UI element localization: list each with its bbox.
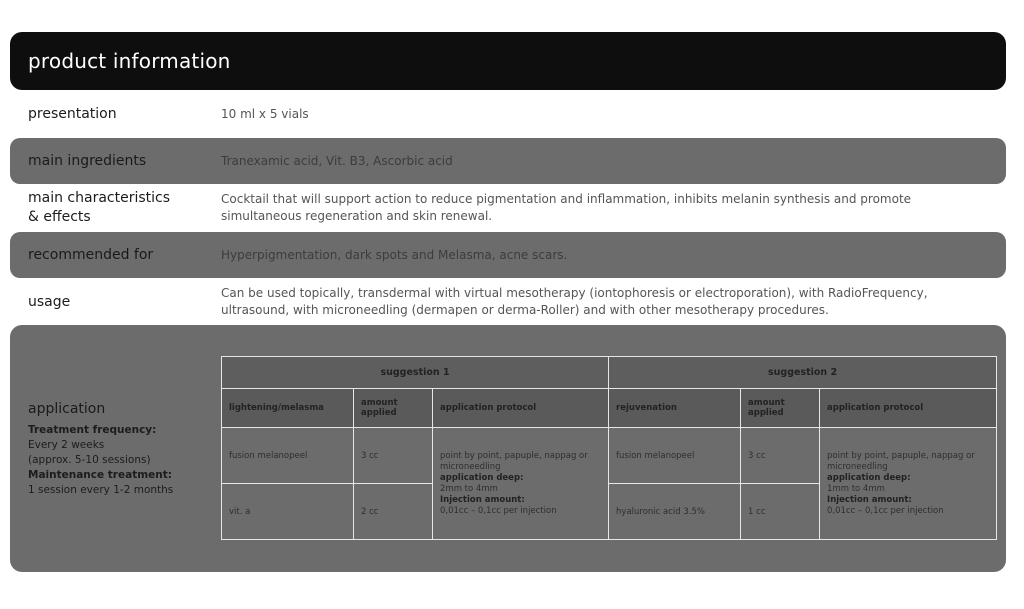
s1-col-category: lightening/melasma <box>222 389 354 428</box>
ingredients-label: main ingredients <box>28 153 147 169</box>
s2-col-amount: amount applied <box>741 389 820 428</box>
s1-amount-cell: 2 cc <box>354 484 433 540</box>
s2-protocol-method: point by point, papuple, nappag or microneedling <box>827 450 975 472</box>
application-title: application <box>28 401 106 417</box>
s2-deep-label: application deep: <box>827 472 911 483</box>
s2-protocol-cell <box>820 428 997 540</box>
treatment-frequency-line1: Every 2 weeks <box>28 439 105 451</box>
suggestion-1-header: suggestion 1 <box>222 357 609 389</box>
s1-injection-value: 0,01cc – 0,1cc per injection <box>440 505 557 516</box>
presentation-value: 10 ml x 5 vials <box>221 107 309 121</box>
s1-deep-label: application deep: <box>440 472 524 483</box>
page-title: product information <box>28 49 231 73</box>
characteristics-label-line2: & effects <box>28 209 91 225</box>
s2-product-cell: hyaluronic acid 3.5% <box>609 484 741 540</box>
s1-col-amount: amount applied <box>354 389 433 428</box>
row-characteristics <box>10 185 1006 231</box>
usage-label: usage <box>28 294 71 310</box>
row-recommended-for <box>10 232 1006 278</box>
s2-col-category: rejuvenation <box>609 389 741 428</box>
treatment-frequency-line2: (approx. 5-10 sessions) <box>28 454 151 466</box>
s2-col-protocol: application protocol <box>820 389 997 428</box>
characteristics-label-line1: main characteristics <box>28 190 171 206</box>
row-usage <box>10 279 1006 324</box>
s2-amount-cell: 1 cc <box>741 484 820 540</box>
treatment-frequency-label: Treatment frequency: <box>28 424 157 436</box>
characteristics-value: Cocktail that will support action to reduce pigmentation and inflammation, inhibits melanin synthesis and promote simultaneous regeneration and skin renewal. <box>221 192 912 223</box>
s1-amount-cell: 3 cc <box>354 428 433 484</box>
page-header <box>10 32 1006 90</box>
recommended-label: recommended for <box>28 247 154 263</box>
s1-col-protocol: application protocol <box>433 389 609 428</box>
application-section <box>10 325 1006 572</box>
s2-injection-value: 0,01cc – 0,1cc per injection <box>827 505 944 516</box>
s1-protocol-cell <box>433 428 609 540</box>
s1-protocol-method: point by point, papuple, nappag or microneedling <box>440 450 588 472</box>
row-main-ingredients <box>10 138 1006 184</box>
maintenance-value: 1 session every 1-2 months <box>28 484 174 496</box>
application-notes <box>28 423 173 498</box>
ingredients-value: Tranexamic acid, Vit. B3, Ascorbic acid <box>221 154 453 168</box>
s1-injection-label: Injection amount: <box>440 494 525 505</box>
row-presentation <box>10 92 1006 137</box>
s2-deep-value: 1mm to 4mm <box>827 483 885 494</box>
s2-injection-label: Injection amount: <box>827 494 912 505</box>
maintenance-label: Maintenance treatment: <box>28 469 172 481</box>
s1-deep-value: 2mm to 4mm <box>440 483 498 494</box>
usage-value: Can be used topically, transdermal with virtual mesotherapy (iontophoresis or electroporation), with RadioFrequency, ultrasound, with microneedling (dermapen or derma-Roller) and with other mesotherapy procedures. <box>221 286 928 317</box>
table-header-row <box>222 357 997 389</box>
s1-product-cell: vit. a <box>222 484 354 540</box>
s1-product-cell: fusion melanopeel <box>222 428 354 484</box>
recommended-value: Hyperpigmentation, dark spots and Melasma, acne scars. <box>221 248 568 262</box>
table-row <box>222 428 997 484</box>
suggestion-2-header: suggestion 2 <box>609 357 997 389</box>
application-protocol-table <box>221 356 997 540</box>
table-column-header-row <box>222 389 997 428</box>
s2-product-cell: fusion melanopeel <box>609 428 741 484</box>
characteristics-label <box>28 189 170 227</box>
presentation-label: presentation <box>28 106 117 122</box>
s2-amount-cell: 3 cc <box>741 428 820 484</box>
